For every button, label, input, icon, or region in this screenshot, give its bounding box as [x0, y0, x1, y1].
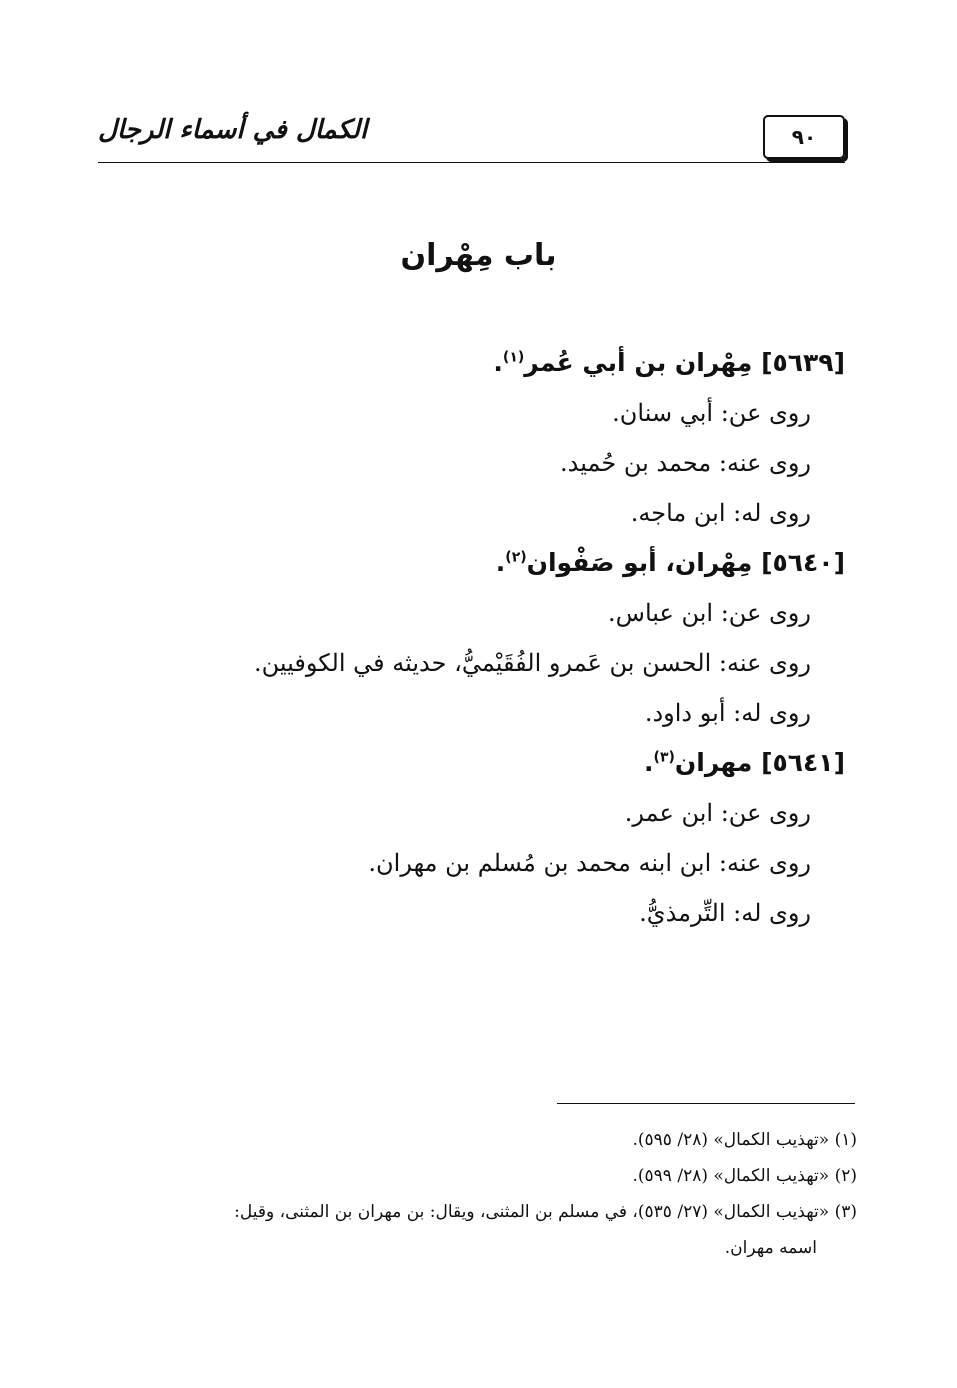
entry-title	[100, 738, 845, 788]
narration-label: روى عن:	[720, 799, 811, 827]
running-header	[98, 105, 845, 163]
entry	[100, 738, 845, 938]
footnote	[110, 1122, 857, 1158]
footnote	[110, 1194, 857, 1230]
footnote-ref: (١)	[502, 349, 525, 366]
narration-value: ابن ماجه.	[630, 499, 726, 527]
entry	[100, 538, 845, 738]
narration-value: محمد بن حُميد.	[560, 449, 712, 477]
entry-title	[100, 338, 845, 388]
book-title: الكمال في أسماء الرجال	[98, 115, 368, 145]
footnote-number: (٢)	[834, 1166, 857, 1186]
entry-number: [٥٦٤٠]	[761, 548, 845, 577]
footnote-ref: (٣)	[653, 749, 675, 766]
page-number: ٩٠	[763, 115, 845, 159]
narration-line	[100, 788, 845, 838]
narration-label: روى عنه:	[718, 449, 811, 477]
narration-line	[100, 388, 845, 438]
narration-value: ابن عباس.	[608, 599, 714, 627]
entry-end: .	[644, 748, 654, 777]
narration-label: روى له:	[733, 899, 811, 927]
entry-number: [٥٦٤١]	[761, 748, 845, 777]
footnote-ref: (٢)	[505, 549, 527, 566]
narration-line	[100, 888, 845, 938]
entry-end: .	[495, 548, 506, 577]
footnote-number: (١)	[834, 1130, 857, 1150]
entry-number: [٥٦٣٩]	[761, 348, 845, 377]
narration-value: أبي سنان.	[612, 399, 714, 427]
narration-value: ابن ابنه محمد بن مُسلم بن مهران.	[368, 849, 712, 877]
entry-name: مهران	[674, 748, 753, 777]
narration-line	[100, 838, 845, 888]
chapter-title: باب مِهْران	[400, 238, 557, 273]
entry-name: مِهْران بن أبي عُمر	[524, 348, 753, 377]
narration-line	[100, 488, 845, 538]
narration-label: روى له:	[733, 699, 811, 727]
narration-label: روى عنه:	[718, 649, 811, 677]
narration-label: روى عن:	[720, 599, 811, 627]
entry-end: .	[493, 348, 503, 377]
narration-value: التِّرمذيُّ.	[639, 899, 726, 927]
footnotes	[110, 1122, 857, 1266]
footnote-text: «تهذيب الكمال» (٢٨/ ٥٩٩).	[632, 1166, 830, 1186]
footnote	[110, 1158, 857, 1194]
footnote-rule	[557, 1103, 855, 1104]
narration-value: ابن عمر.	[624, 799, 714, 827]
narration-label: روى له:	[733, 499, 811, 527]
narration-label: روى عنه:	[718, 849, 811, 877]
header-rule	[98, 162, 845, 163]
narration-value: أبو داود.	[644, 699, 726, 727]
narration-value: الحسن بن عَمرو الفُقَيْميُّ، حديثه في الكوفيين.	[254, 649, 712, 677]
narration-label: روى عن:	[720, 399, 811, 427]
narration-line	[100, 438, 845, 488]
narration-line	[100, 688, 845, 738]
entry	[100, 338, 845, 538]
footnote-continuation: اسمه مهران.	[724, 1238, 817, 1258]
footnote-number: (٣)	[834, 1202, 857, 1222]
entry-name: مِهْران، أبو صَفْوان	[526, 548, 753, 577]
narration-line	[100, 588, 845, 638]
footnote-text: «تهذيب الكمال» (٢٨/ ٥٩٥).	[632, 1130, 830, 1150]
footnote-text: «تهذيب الكمال» (٢٧/ ٥٣٥)، في مسلم بن المثنى، ويقال: بن مهران بن المثنى، وقيل:	[234, 1202, 830, 1222]
entry-title	[100, 538, 845, 588]
narration-line	[100, 638, 845, 688]
entries	[100, 338, 845, 938]
